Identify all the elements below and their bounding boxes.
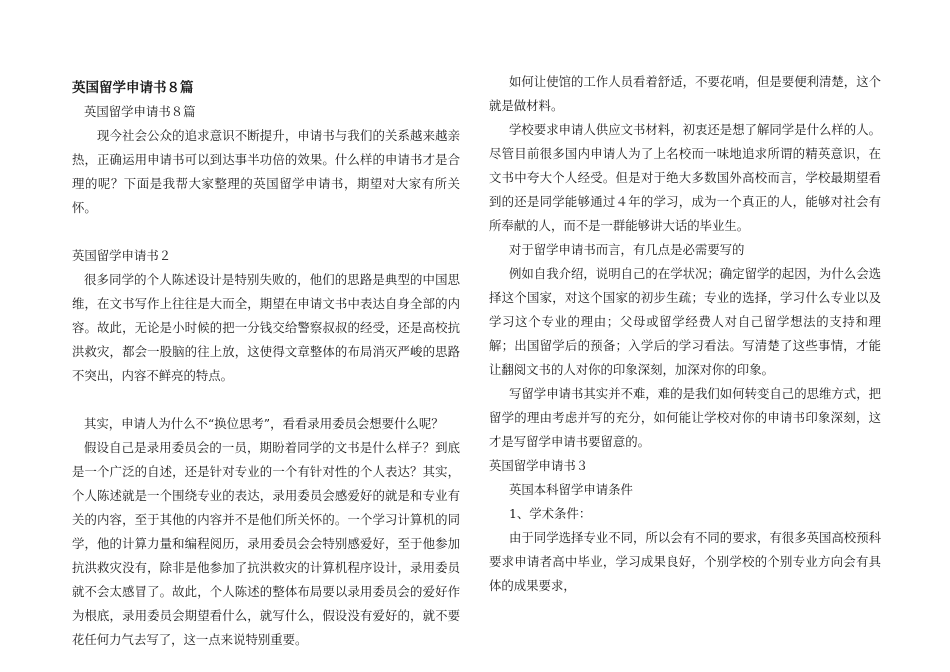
paragraph-must-write: 对于留学申请书而言，有几点是必需要写的 (509, 242, 745, 257)
paragraph-examples: 例如自我介绍，说明自己的在学状况；确定留学的起因，为什么会选择这个国家，对这个国家的初步生疏；专业的选择，学习什么专业以及学习这个专业的理由；父母或留学经费人对自己留学想法的支持和理解；出国留学后的预备；入学后的学习看法。写清楚了这些事情，才能让翻阅文书的人对你的印象深刻，加深对你的印象。 (489, 266, 881, 377)
section-3-heading: 英国留学申请书３ (489, 458, 589, 473)
document-title: 英国留学申请书８篇 (72, 80, 194, 96)
spacer (72, 220, 460, 244)
paragraph-requirements: 由于同学选择专业不同，所以会有不同的要求，有很多英国高校预科要求申请者高中毕业，学习成果良好，个别学校的个别专业方向会有具体的成果要求， (489, 530, 881, 593)
spacer (72, 388, 460, 412)
paragraph-perspective: 其实，申请人为什么不“换位思考”，看看录用委员会想要什么呢？ (84, 416, 444, 431)
right-column (489, 70, 881, 598)
list-item-academic: 1、学术条件： (509, 506, 592, 521)
paragraph-conclusion: 写留学申请书其实并不难，难的是我们如何转变自己的思维方式，把留学的理由考虑并写的充分，如何能让学校对你的申请书印象深刻，这才是写留学申请书要留意的。 (489, 386, 881, 449)
sub-heading-conditions: 英国本科留学申请条件 (509, 482, 633, 497)
section-2-heading: 英国留学申请书２ (72, 248, 172, 263)
document-subtitle: 英国留学申请书８篇 (84, 104, 196, 119)
intro-paragraph: 现今社会公众的追求意识不断提升，申请书与我们的关系越来越亲热，正确运用申请书可以到达事半功倍的效果。什么样的申请书才是合理的呢？下面是我帮大家整理的英国留学申请书，期望对大家有所关怀。 (72, 128, 460, 215)
paragraph-committee: 假设自己是录用委员会的一员，期盼着同学的文书是什么样子？到底是一个广泛的自述，还是针对专业的一个有针对性的个人表达？其实，个人陈述就是一个围绕专业的表达，录用委员会感爱好的就是和专业有关的内容，至于其他的内容并不是他们所关怀的。一个学习计算机的同学，他的计算力量和编程阅历，录用委员会会特别感爱好，至于他参加抗洪救灾没有，除非是他参加了抗洪救灾的计算机程序设计，录用委员就不会太感冒了。故此，个人陈述的整体布局要以录用委员会的爱好作为根底，录用委员会期望看什么，就写什么，假设没有爱好的，就不要花任何力气去写了，这一点来说特别重要。 (72, 440, 460, 647)
left-column (72, 78, 460, 652)
paragraph-school-requirements: 学校要求申请人供应文书材料，初衷还是想了解同学是什么样的人。尽管目前很多国内申请人为了上名校而一味地追求所谓的精英意识，在文书中夸大个人经受。但是对于绝大多数国外高校而言，学校最期望看到的还是同学能够通过４年的学习，成为一个真正的人，能够对社会有所奉献的人，而不是一群能够讲大话的毕业生。 (489, 122, 881, 233)
paragraph-personal-statement: 很多同学的个人陈述设计是特别失败的，他们的思路是典型的中国思维，在文书写作上往往是大而全，期望在申请文书中表达自身全部的内容。故此，无论是小时候的把一分钱交给警察叔叔的经受，还是高校抗洪救灾，都会一股脑的往上放，这使得文章整体的布局消灭严峻的思路不突出，内容不鲜亮的特点。 (72, 272, 460, 383)
paragraph-embassy: 如何让使馆的工作人员看着舒适，不要花哨，但是要便利清楚，这个就是做材料。 (489, 74, 881, 113)
